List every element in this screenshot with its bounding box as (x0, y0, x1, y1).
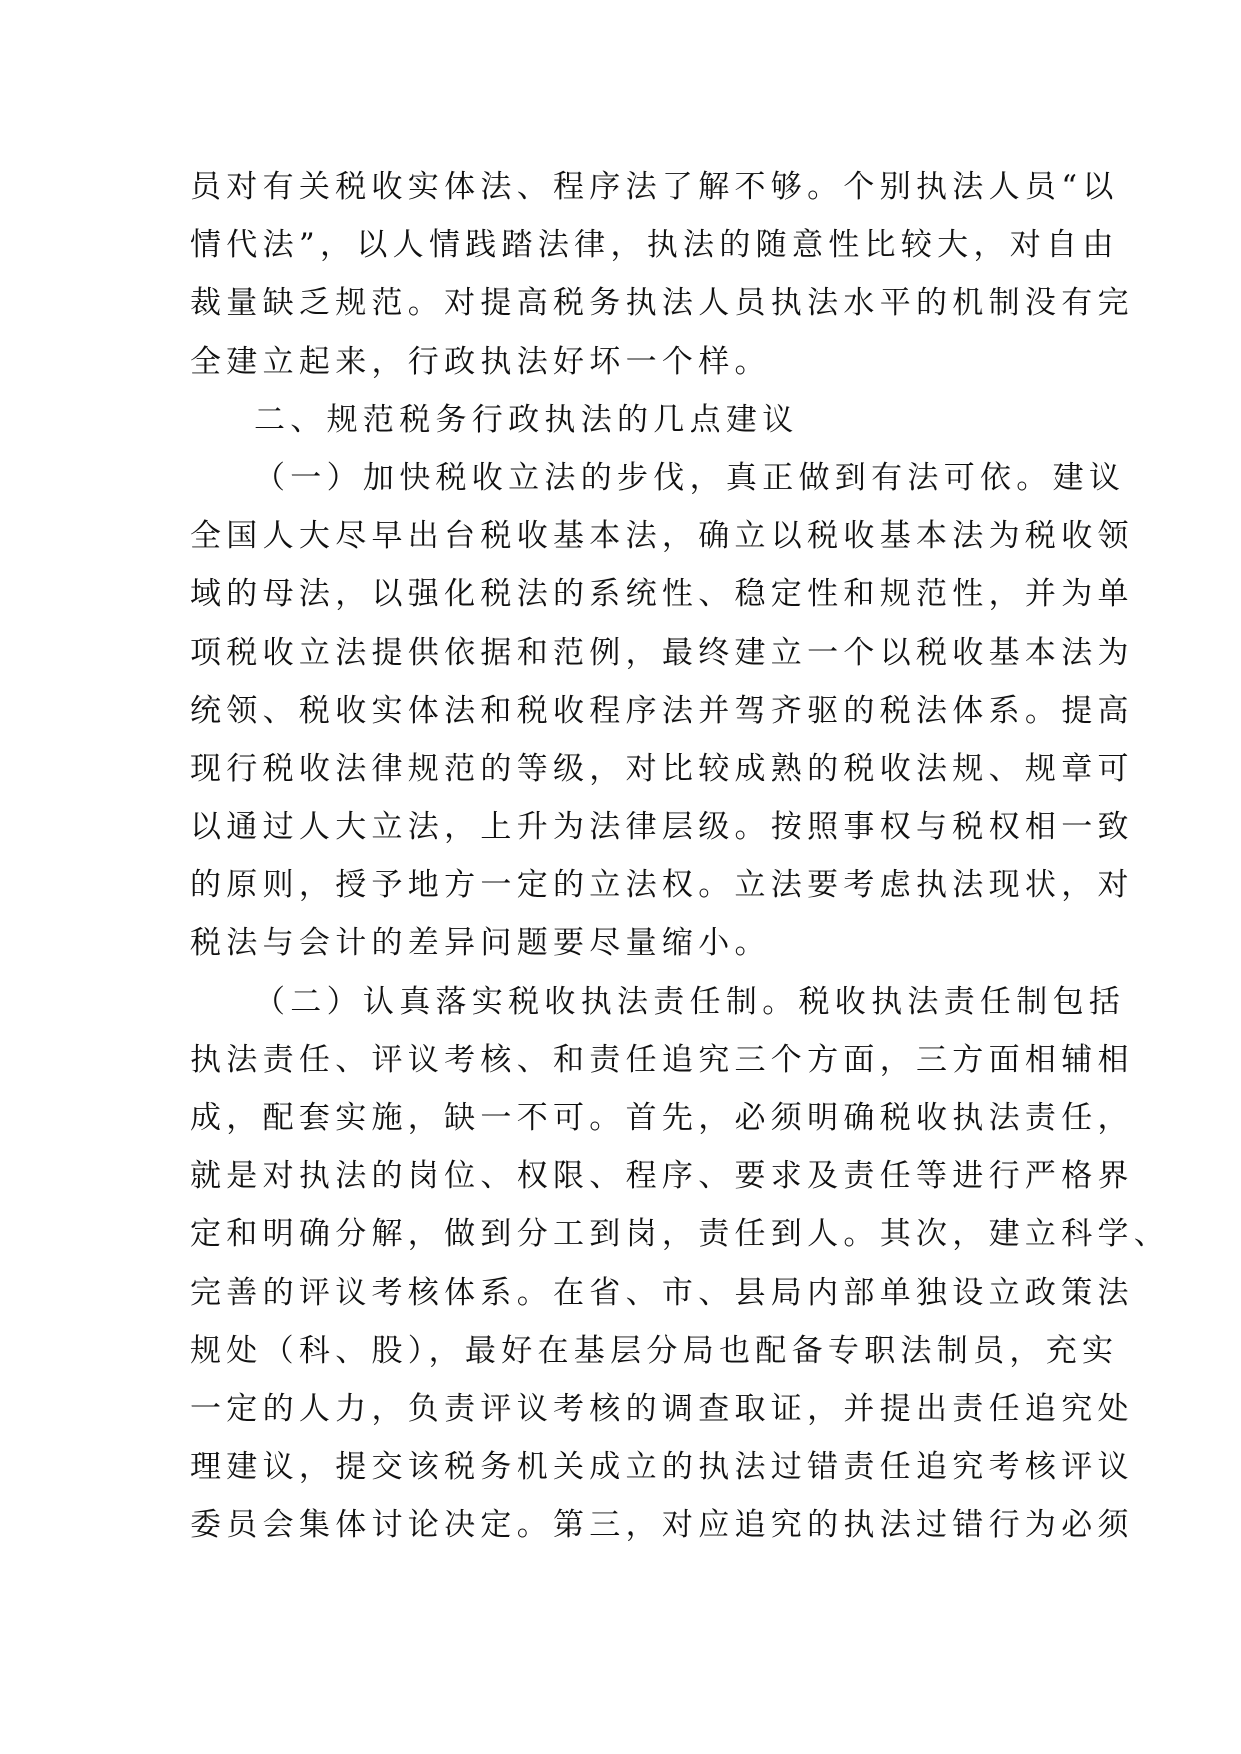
text-line: 成，配套实施，缺一不可。首先，必须明确税收执法责任， (190, 1100, 1134, 1136)
text-line: 现行税收法律规范的等级，对比较成熟的税收法规、规章可 (190, 750, 1134, 787)
subsection-lead-line: （二）认真落实税收执法责任制。税收执法责任制包括 (254, 983, 1126, 1020)
text-line: 员对有关税收实体法、程序法了解不够。个别执法人员“以 (190, 169, 1119, 205)
text-line: 的原则，授予地方一定的立法权。立法要考虑执法现状，对 (190, 867, 1134, 904)
text-line: 理建议，提交该税务机关成立的执法过错责任追究考核评议 (190, 1449, 1134, 1486)
text-line: 税法与会计的差异问题要尽量缩小。 (190, 925, 771, 962)
subsection-lead-line: （一）加快税收立法的步伐，真正做到有法可依。建议 (254, 459, 1126, 496)
text-line: 就是对执法的岗位、权限、程序、要求及责任等进行严格界 (190, 1158, 1134, 1195)
text-line: 委员会集体讨论决定。第三，对应追究的执法过错行为必须 (190, 1507, 1134, 1544)
text-line: 域的母法，以强化税法的系统性、稳定性和规范性，并为单 (190, 576, 1134, 613)
section-heading: 二、规范税务行政执法的几点建议 (254, 401, 799, 438)
text-line: 一定的人力，负责评议考核的调查取证，并提出责任追究处 (190, 1390, 1134, 1427)
text-line: 完善的评议考核体系。在省、市、县局内部单独设立政策法 (190, 1274, 1134, 1311)
text-line: 以通过人大立法，上升为法律层级。按照事权与税权相一致 (190, 809, 1134, 846)
text-line: 全国人大尽早出台税收基本法，确立以税收基本法为税收领 (190, 518, 1134, 555)
text-line: 裁量缺乏规范。对提高税务执法人员执法水平的机制没有完 (190, 285, 1134, 322)
text-line: 情代法”，以人情践踏法律，执法的随意性比较大，对自由 (190, 227, 1119, 264)
text-line: 项税收立法提供依据和范例，最终建立一个以税收基本法为 (190, 634, 1134, 671)
text-line: 统领、税收实体法和税收程序法并驾齐驱的税法体系。提高 (190, 692, 1134, 729)
text-line: 全建立起来，行政执法好坏一个样。 (190, 343, 771, 380)
text-line: 定和明确分解，做到分工到岗，责任到人。其次，建立科学、 (190, 1216, 1171, 1253)
text-line: 执法责任、评议考核、和责任追究三个方面，三方面相辅相 (190, 1041, 1134, 1078)
text-line: 规处（科、股），最好在基层分局也配备专职法制员，充实 (190, 1332, 1119, 1369)
document-body (190, 158, 1171, 1555)
